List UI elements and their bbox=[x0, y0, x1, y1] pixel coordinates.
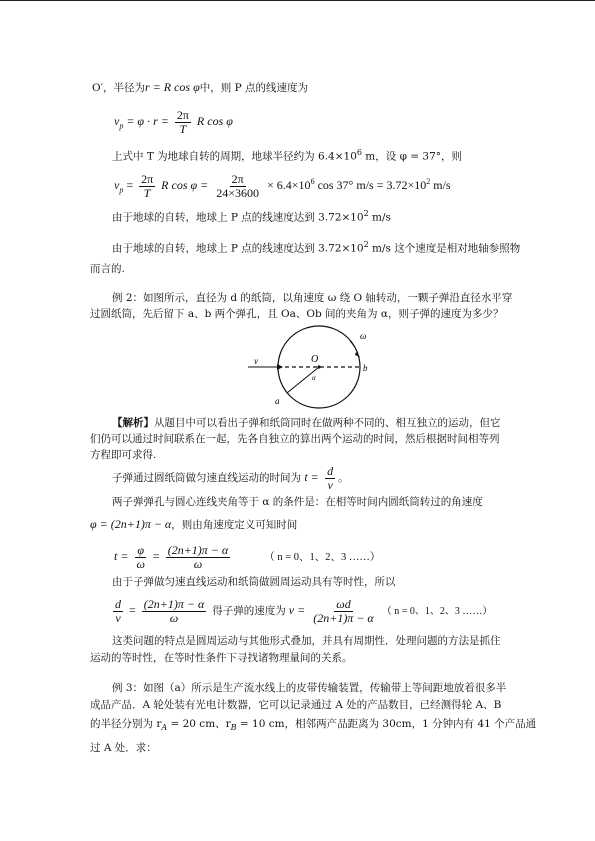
fraction bbox=[139, 173, 155, 200]
fraction bbox=[175, 109, 191, 136]
formula-part: × 6.4×10 bbox=[267, 178, 311, 192]
label-omega: ω bbox=[360, 331, 367, 341]
formula-part: t = bbox=[304, 470, 319, 484]
summary-line-1 bbox=[112, 634, 501, 648]
fraction bbox=[113, 598, 123, 625]
paragraph-period bbox=[112, 146, 462, 164]
numerator: (2n+1)π − α bbox=[143, 596, 205, 611]
text: O′，半径为 bbox=[92, 82, 145, 94]
condition: （ n = 0、1、2、3 ……） bbox=[264, 552, 381, 563]
exponent: 6 bbox=[310, 177, 315, 186]
numerator: 2π bbox=[231, 171, 244, 186]
equation-time bbox=[114, 540, 380, 574]
example-3-line-1 bbox=[112, 681, 506, 695]
text: 。 bbox=[338, 472, 349, 484]
equation-speed bbox=[110, 594, 492, 628]
paragraph-radius bbox=[92, 80, 308, 95]
solution-line-1 bbox=[112, 416, 501, 430]
denominator: v bbox=[327, 477, 333, 492]
denominator: T bbox=[179, 121, 187, 136]
example-3-line-4 bbox=[90, 741, 157, 755]
numerator: 2π bbox=[176, 107, 189, 122]
paragraph-simultaneity bbox=[112, 575, 396, 589]
fraction bbox=[166, 544, 231, 571]
text: 过 A 处．求： bbox=[90, 742, 157, 754]
text: 子弹通过圆纸筒做匀速直线运动的时间为 bbox=[112, 472, 301, 484]
numerator: φ bbox=[137, 542, 144, 557]
exponent: 2 bbox=[363, 209, 369, 218]
center-dot bbox=[317, 365, 320, 368]
text: = 10 cm，相邻两产品距离为 30cm，1 分钟内有 41 个产品通 bbox=[236, 718, 537, 730]
text: m/s bbox=[368, 211, 391, 224]
text: ，则由角速度定义可知时间 bbox=[171, 519, 298, 531]
paragraph-reference-cont bbox=[90, 262, 125, 276]
denominator: T bbox=[143, 185, 151, 200]
solution-tag: 【解析】 bbox=[112, 417, 154, 429]
paragraph-angle bbox=[90, 517, 297, 532]
example-3-line-3 bbox=[90, 717, 536, 735]
example-2-line-2 bbox=[90, 307, 503, 321]
paragraph-result bbox=[112, 207, 391, 225]
numerator: ωd bbox=[336, 596, 351, 611]
formula: φ = (2n+1)π − α bbox=[90, 517, 172, 531]
equation-velocity bbox=[114, 106, 233, 141]
equals: = bbox=[126, 178, 134, 192]
equals: = bbox=[129, 603, 136, 617]
subscript: A bbox=[161, 723, 168, 733]
label-v: v bbox=[254, 356, 258, 366]
formula-part: = φ · r = bbox=[126, 114, 169, 128]
fraction bbox=[134, 544, 146, 571]
numerator: d bbox=[115, 596, 121, 611]
denominator: ω bbox=[169, 610, 179, 625]
denominator: ω bbox=[136, 556, 145, 571]
text: 这类问题的特点是圆周运动与其他形式叠加，并具有周期性．处理问题的方法是抓住 bbox=[112, 635, 501, 647]
denominator: v bbox=[115, 610, 121, 625]
text: 方程即可求得. bbox=[90, 449, 157, 461]
fraction bbox=[311, 598, 376, 625]
top-rule bbox=[0, 0, 595, 1]
solution-line-2 bbox=[90, 432, 500, 446]
paragraph-condition bbox=[112, 495, 483, 509]
text: 过圆纸筒，先后留下 a、b 两个弹孔，且 Oa、Ob 间的夹角为 α，则子弹的速度为多少？ bbox=[90, 308, 504, 320]
label-o: O bbox=[311, 354, 319, 365]
text: 由于地球的自转，地球上 P 点的线速度达到 3.72×10 bbox=[112, 242, 364, 255]
paragraph-reference bbox=[112, 238, 520, 256]
exponent: 2 bbox=[426, 177, 431, 186]
text: 们仍可以通过时间联系在一起，先各自独立的算出两个运动的时间，然后根据时间相等列 bbox=[90, 433, 500, 445]
text: 得子弹的速度为 bbox=[212, 605, 286, 617]
example-2-line-1 bbox=[112, 291, 512, 305]
formula-part: v = bbox=[288, 603, 306, 617]
text: m，设 φ = 37°，则 bbox=[361, 150, 463, 163]
text: 中，则 P 点的线速度为 bbox=[199, 82, 308, 94]
paragraph-time bbox=[112, 462, 349, 493]
rotation-arc bbox=[350, 341, 358, 354]
exponent: 6 bbox=[356, 148, 362, 157]
rotating-cylinder-figure bbox=[240, 322, 380, 410]
denominator: 24×3600 bbox=[216, 185, 260, 200]
subscript: p bbox=[119, 185, 124, 195]
formula-part: R cos φ bbox=[196, 114, 233, 128]
denominator: (2n+1)π − α bbox=[313, 610, 374, 625]
text: 例 3：如图（a）所示是生产流水线上的皮带传输装置，传输带上等间距地放着很多半 bbox=[112, 682, 507, 694]
text: 成品产品．A 轮处装有光电计数器，它可以记录通过 A 处的产品数目，已经测得轮 A、B bbox=[90, 699, 502, 711]
numerator: (2n+1)π − α bbox=[167, 542, 229, 557]
text: m/s 这个速度是相对地轴参照物 bbox=[368, 242, 521, 255]
fraction bbox=[214, 173, 261, 200]
label-b: b bbox=[363, 363, 368, 373]
text: = 20 cm、r bbox=[167, 718, 231, 730]
label-a: a bbox=[275, 396, 280, 406]
formula-part: cos 37° m/s = 3.72×10 bbox=[314, 178, 427, 192]
formula: r = R cos φ bbox=[145, 80, 200, 94]
text: 的半径分别为 r bbox=[90, 718, 162, 730]
equals: = bbox=[152, 549, 160, 563]
formula-part: t = bbox=[114, 549, 129, 563]
solution-line-3 bbox=[90, 448, 156, 462]
equation-numeric bbox=[114, 166, 451, 206]
text: 两子弹弹孔与圆心连线夹角等于 α 的条件是：在相等时间内圆纸筒转过的角速度 bbox=[112, 496, 483, 508]
numerator: 2π bbox=[141, 171, 154, 186]
numerator: d bbox=[327, 463, 334, 478]
unit: m/s bbox=[430, 178, 451, 192]
fraction bbox=[325, 465, 335, 492]
condition: （ n = 0、1、2、3 ……） bbox=[381, 606, 493, 617]
label-alpha: α bbox=[312, 374, 316, 382]
summary-line-2 bbox=[90, 651, 353, 665]
symbol-v: v bbox=[114, 114, 120, 128]
denominator: ω bbox=[193, 556, 203, 571]
text: 由于地球的自转，地球上 P 点的线速度达到 3.72×10 bbox=[112, 211, 364, 224]
text: 例 2：如图所示，直径为 d 的纸筒，以角速度 ω 绕 O 轴转动，一颗子弹沿直径水平穿 bbox=[112, 292, 513, 304]
text: 上式中 T 为地球自转的周期，地球半径约为 6.4×10 bbox=[112, 150, 357, 163]
symbol-v: v bbox=[114, 178, 120, 192]
subscript: B bbox=[230, 723, 237, 733]
subscript: p bbox=[119, 121, 124, 131]
exponent: 2 bbox=[363, 240, 369, 249]
text: 从题目中可以看出子弹和纸筒同时在做两种不同的、相互独立的运动，但它 bbox=[154, 417, 501, 429]
example-3-line-2 bbox=[90, 698, 501, 712]
fraction bbox=[142, 598, 207, 625]
text: 由于子弹做匀速直线运动和纸筒做圆周运动具有等时性，所以 bbox=[112, 576, 396, 588]
text: 而言的. bbox=[90, 263, 125, 275]
text: 运动的等时性，在等时性条件下寻找诸物理量间的关系。 bbox=[90, 652, 353, 664]
formula-part: R cos φ = bbox=[161, 178, 209, 192]
